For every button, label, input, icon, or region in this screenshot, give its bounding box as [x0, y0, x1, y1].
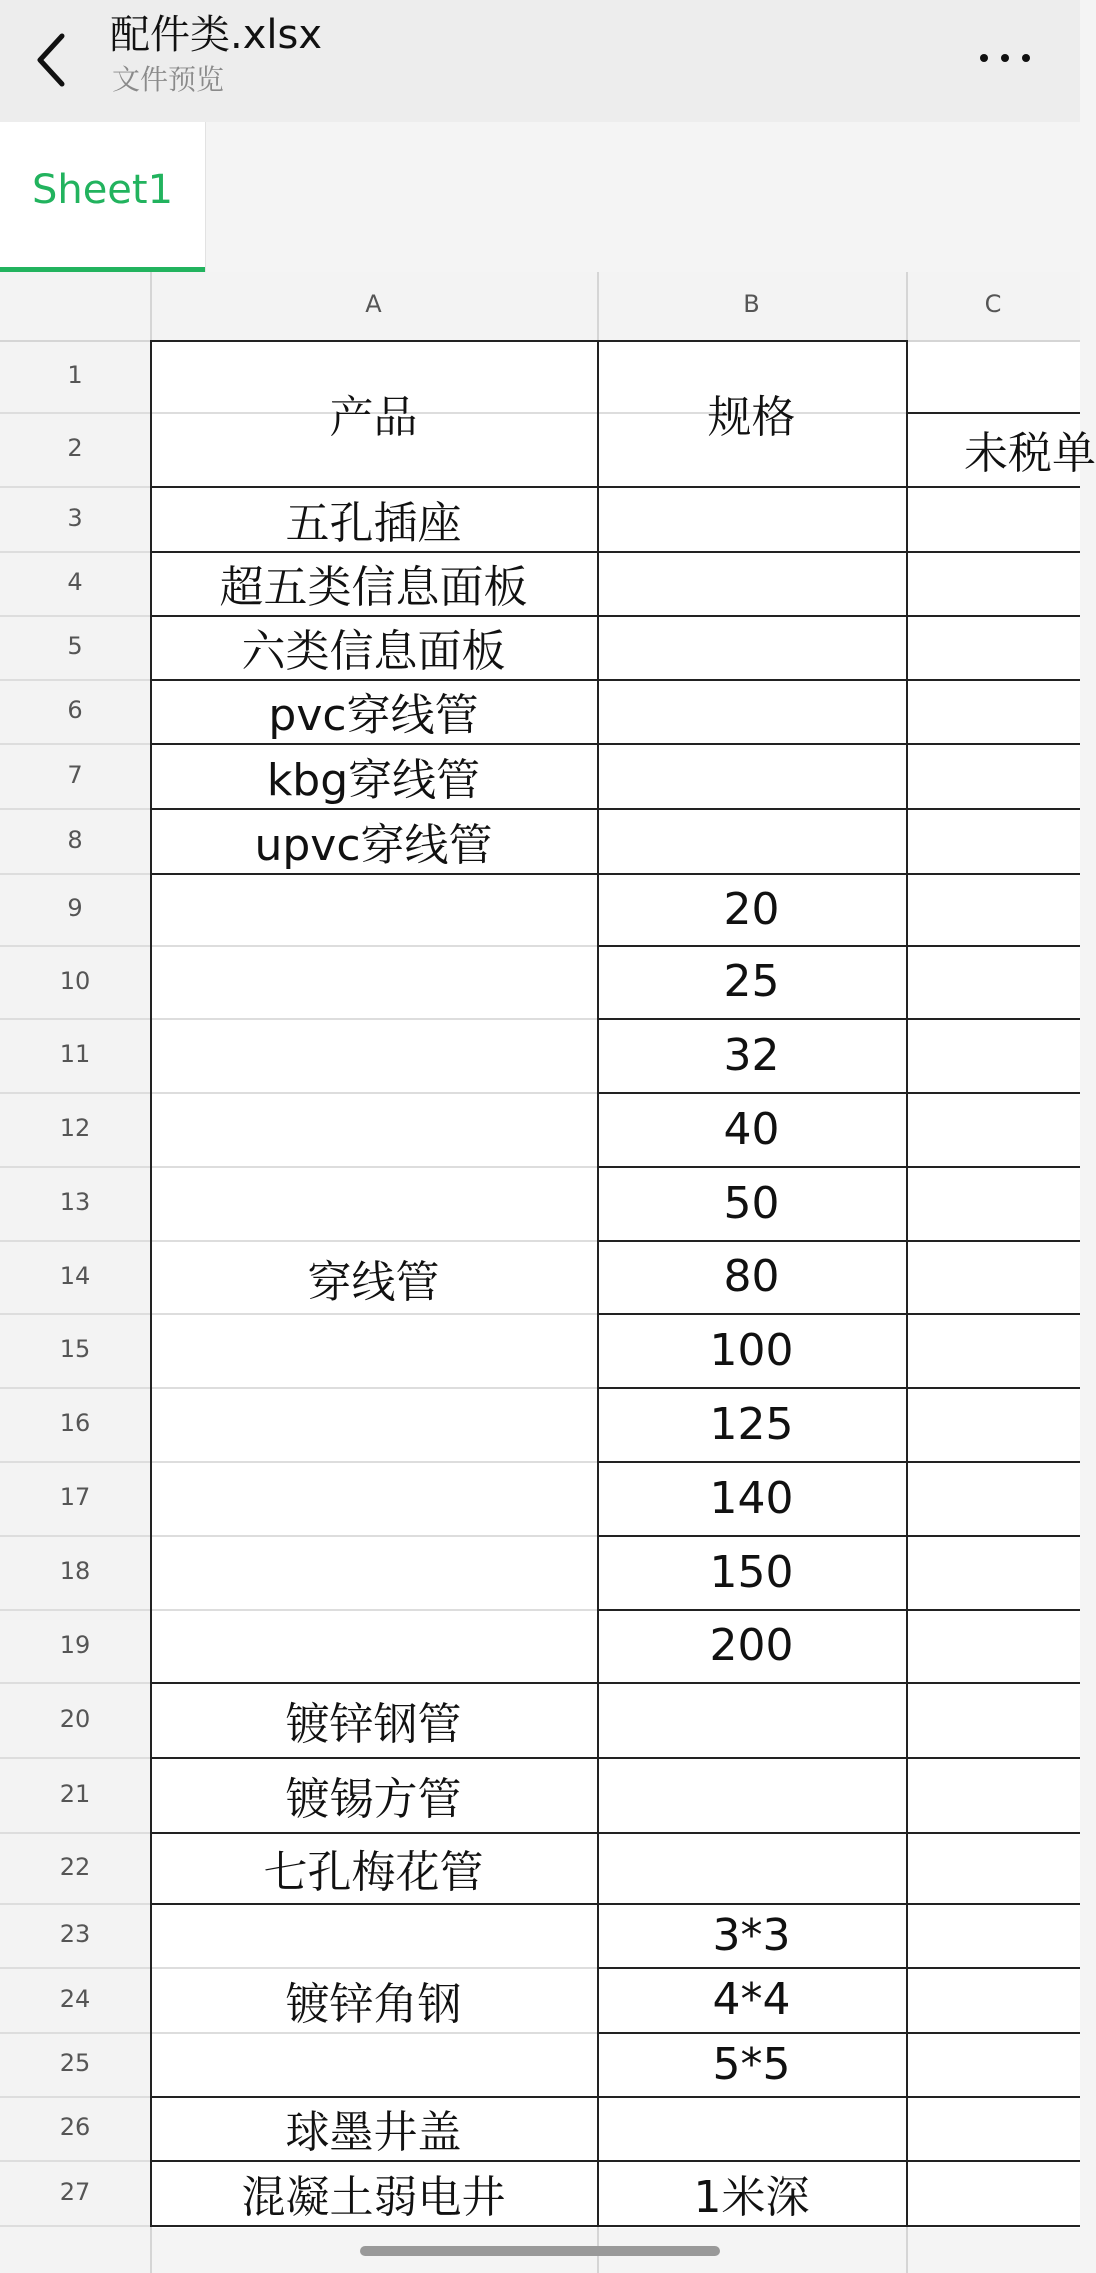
- row-header-15[interactable]: 15: [59, 1335, 91, 1363]
- table-border: [906, 945, 1080, 947]
- table-border: [150, 551, 597, 553]
- row-header-6[interactable]: 6: [67, 696, 83, 724]
- table-border: [906, 1535, 1080, 1537]
- table-border: [597, 743, 906, 745]
- more-dots-icon: [1001, 54, 1009, 62]
- row-header-22[interactable]: 22: [59, 1852, 91, 1881]
- table-border: [597, 679, 906, 681]
- table-border: [597, 873, 906, 875]
- table-border: [150, 340, 152, 2225]
- row-header-14[interactable]: 14: [59, 1261, 91, 1290]
- row-header-4[interactable]: 4: [67, 568, 83, 596]
- table-border: [597, 1535, 906, 1537]
- table-border: [597, 340, 906, 342]
- table-border: [597, 1967, 906, 1969]
- cell-c2[interactable]: 未税单: [964, 428, 1096, 479]
- table-border: [906, 1461, 1080, 1463]
- row-header-19[interactable]: 19: [59, 1630, 91, 1659]
- cell-b9[interactable]: 20: [723, 883, 780, 935]
- cell-a4[interactable]: 超五类信息面板: [219, 562, 528, 613]
- table-border: [597, 1018, 906, 1020]
- row-header-23[interactable]: 23: [59, 1920, 91, 1948]
- cell-a1[interactable]: 产品: [329, 392, 418, 443]
- cell-b12[interactable]: 40: [723, 1103, 780, 1155]
- table-border: [906, 1240, 1080, 1242]
- row-header-1[interactable]: 1: [67, 361, 83, 389]
- table-border: [150, 1757, 597, 1759]
- table-border: [597, 1609, 906, 1611]
- row-header-3[interactable]: 3: [67, 503, 83, 532]
- table-border: [597, 340, 599, 2225]
- table-border: [150, 743, 597, 745]
- row-header-26[interactable]: 26: [59, 2113, 91, 2141]
- more-options-button[interactable]: [970, 30, 1040, 84]
- table-border: [597, 2225, 906, 2227]
- table-border: [597, 2032, 906, 2034]
- cell-a6[interactable]: pvc穿线管: [268, 690, 479, 741]
- table-border: [150, 2225, 597, 2227]
- app-header: [0, 0, 1080, 122]
- table-border: [597, 486, 906, 488]
- cell-a8[interactable]: upvc穿线管: [254, 819, 493, 871]
- cell-b18[interactable]: 150: [709, 1546, 794, 1598]
- table-border: [597, 615, 906, 617]
- table-border: [597, 945, 906, 947]
- table-border: [906, 1092, 1080, 1094]
- table-border: [906, 340, 908, 2225]
- table-border: [597, 808, 906, 810]
- table-border: [906, 1832, 1080, 1834]
- cell-a5[interactable]: 六类信息面板: [241, 626, 506, 677]
- table-border: [906, 551, 1080, 553]
- cell-b13[interactable]: 50: [723, 1177, 780, 1229]
- table-border: [150, 1903, 597, 1905]
- row-header-20[interactable]: 20: [59, 1704, 91, 1733]
- row-header-24[interactable]: 24: [59, 1984, 91, 2013]
- file-title: 配件类.xlsx: [110, 12, 323, 58]
- row-header-12[interactable]: 12: [59, 1114, 91, 1142]
- cell-a23[interactable]: 镀锌角钢: [285, 1978, 462, 2030]
- table-border: [597, 2096, 906, 2098]
- table-border: [906, 1313, 1080, 1315]
- row-header-16[interactable]: 16: [59, 1409, 91, 1437]
- table-border: [906, 873, 1080, 875]
- table-border: [906, 1682, 1080, 1684]
- row-header-10[interactable]: 10: [59, 966, 91, 995]
- table-border: [150, 615, 597, 617]
- cell-a3[interactable]: 五孔插座: [285, 497, 462, 549]
- table-border: [150, 2160, 597, 2162]
- table-border: [906, 2225, 1080, 2227]
- table-border: [597, 1682, 906, 1684]
- column-header-a[interactable]: A: [365, 290, 382, 318]
- cell-b16[interactable]: 125: [709, 1398, 794, 1450]
- row-header-13[interactable]: 13: [59, 1188, 91, 1216]
- column-header-b[interactable]: B: [743, 290, 760, 318]
- table-border: [906, 2032, 1080, 2034]
- table-border: [906, 2160, 1080, 2162]
- cell-a9[interactable]: 穿线管: [307, 1256, 440, 1308]
- cell-a22[interactable]: 七孔梅花管: [263, 1846, 484, 1898]
- more-dots-icon: [980, 54, 988, 62]
- table-border: [597, 1461, 906, 1463]
- cell-b10[interactable]: 25: [723, 956, 780, 1007]
- cell-a26[interactable]: 球墨井盖: [285, 2107, 462, 2158]
- table-border: [906, 1018, 1080, 1020]
- table-border: [597, 1757, 906, 1759]
- table-border: [906, 615, 1080, 617]
- row-header-9[interactable]: 9: [67, 894, 83, 922]
- table-border: [597, 1240, 906, 1242]
- spreadsheet-grid[interactable]: [0, 272, 1096, 2228]
- table-border: [150, 679, 597, 681]
- row-header-8[interactable]: 8: [67, 825, 83, 854]
- table-border: [906, 2096, 1080, 2098]
- cell-a20[interactable]: 镀锌钢管: [285, 1698, 462, 1750]
- row-header-7[interactable]: 7: [67, 760, 83, 789]
- cell-b24[interactable]: 4*4: [712, 1974, 791, 2025]
- back-button[interactable]: [22, 22, 86, 98]
- cell-b27[interactable]: 1米深: [693, 2171, 810, 2223]
- table-border: [906, 1757, 1080, 1759]
- table-border: [597, 1387, 906, 1389]
- table-border: [150, 1832, 597, 1834]
- more-dots-icon: [1022, 54, 1030, 62]
- cell-a7[interactable]: kbg穿线管: [266, 754, 481, 806]
- chevron-left-icon: [22, 22, 86, 98]
- home-indicator: [360, 2246, 720, 2256]
- sheet-tab-bar: [0, 122, 1080, 272]
- row-header-27[interactable]: 27: [59, 2177, 91, 2206]
- row-header-17[interactable]: 17: [59, 1483, 91, 1511]
- cell-b19[interactable]: 200: [709, 1620, 794, 1671]
- table-border: [906, 1166, 1080, 1168]
- table-border: [150, 486, 597, 488]
- table-border: [597, 1832, 906, 1834]
- cell-a21[interactable]: 镀锡方管: [285, 1773, 462, 1825]
- table-border: [906, 679, 1080, 681]
- table-border: [150, 1682, 597, 1684]
- table-border: [597, 1903, 906, 1905]
- table-border: [906, 1609, 1080, 1611]
- table-border: [906, 412, 1080, 414]
- cell-b23[interactable]: 3*3: [712, 1909, 791, 1961]
- tab-sheet1[interactable]: [0, 122, 206, 272]
- table-border: [597, 551, 906, 553]
- cell-a27[interactable]: 混凝土弱电井: [241, 2171, 506, 2223]
- column-header-c[interactable]: C: [984, 290, 1002, 318]
- table-border: [597, 2160, 906, 2162]
- table-border: [906, 1903, 1080, 1905]
- table-border: [150, 873, 597, 875]
- cell-b14[interactable]: 80: [723, 1251, 780, 1302]
- table-border: [906, 743, 1080, 745]
- row-header-21[interactable]: 21: [59, 1779, 91, 1808]
- cell-b11[interactable]: 32: [723, 1029, 780, 1081]
- row-header-11[interactable]: 11: [59, 1040, 91, 1068]
- row-header-25[interactable]: 25: [59, 2049, 91, 2077]
- cell-b15[interactable]: 100: [709, 1324, 794, 1376]
- table-border: [906, 1967, 1080, 1969]
- table-border: [597, 1313, 906, 1315]
- table-border: [597, 1092, 906, 1094]
- table-border: [906, 486, 1080, 488]
- table-border: [597, 1166, 906, 1168]
- cell-b1[interactable]: 规格: [707, 392, 796, 443]
- cell-b17[interactable]: 140: [709, 1472, 794, 1524]
- table-border: [906, 808, 1080, 810]
- row-header-5[interactable]: 5: [67, 632, 83, 660]
- table-border: [150, 2096, 597, 2098]
- tab-sheet1-label: Sheet1: [31, 167, 174, 213]
- file-subtitle: 文件预览: [112, 63, 225, 96]
- table-border: [906, 1387, 1080, 1389]
- row-header-2[interactable]: 2: [67, 434, 83, 462]
- table-border: [150, 340, 597, 342]
- table-border: [150, 808, 597, 810]
- cell-b25[interactable]: 5*5: [712, 2038, 791, 2090]
- row-header-18[interactable]: 18: [59, 1557, 91, 1585]
